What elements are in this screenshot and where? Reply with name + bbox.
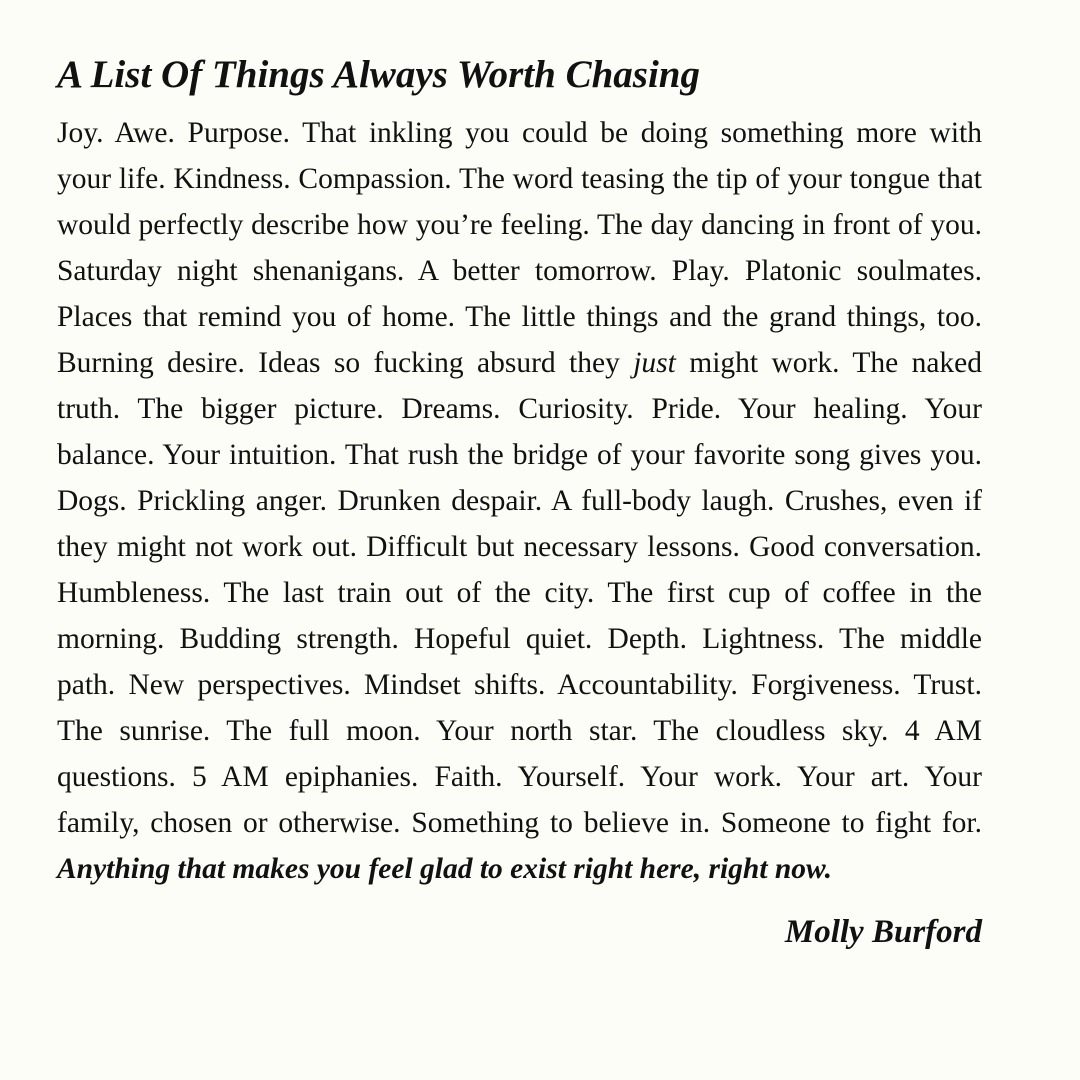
- poem-page: [57, 52, 982, 952]
- poem-text-part-2: might work. The naked truth. The bigger picture. Dreams. Curiosity. Pride. Your healing. Your balance. Your intuition. That rush the bridge of your favorite song gives you. Dogs. Prickling anger. Drunken despair. A full-body laugh. Crushes, even if they might not work out. Difficult but necessary lessons. Good conversation. Humbleness. The last train out of the city. The first cup of coffee in the morning. Budding strength. Hopeful quiet. Depth. Lightness. The middle path. New perspectives. Mindset shifts. Accountability. Forgiveness. Trust. The sunrise. The full moon. Your north star. The cloudless sky. 4 AM questions. 5 AM epiphanies. Faith. Yourself. Your work. Your art. Your family, chosen or otherwise. Something to believe in. Someone to fight for.: [57, 347, 983, 839]
- poem-text-part-1: Joy. Awe. Purpose. That inkling you could be doing something more with your life. Kindness. Compassion. The word teasing the tip of your tongue that would perfectly describe how you’re feeling. The day dancing in front of you. Saturday night shenanigans. A better tomorrow. Play. Platonic soulmates. Places that remind you of home. The little things and the grand things, too. Burning desire. Ideas so fucking absurd they: [57, 117, 982, 379]
- poem-title: A List Of Things Always Worth Chasing: [57, 53, 700, 96]
- poem-body: [57, 110, 982, 892]
- author-name: Molly Burford: [784, 914, 982, 950]
- poem-closing-line: Anything that makes you feel glad to exist right here, right now.: [57, 853, 833, 885]
- emphasis-word: just: [633, 347, 676, 379]
